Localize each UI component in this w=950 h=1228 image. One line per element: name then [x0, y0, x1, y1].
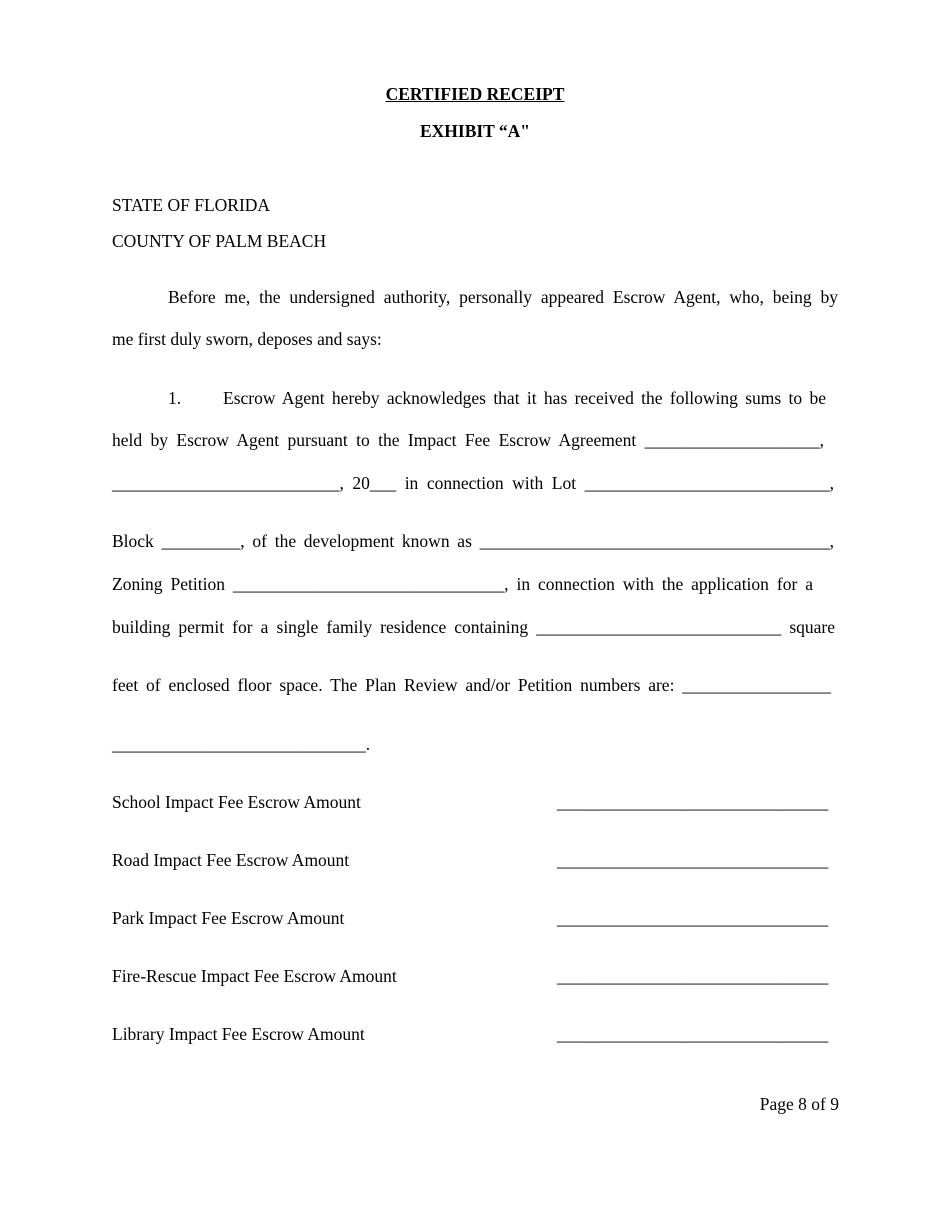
document-title: CERTIFIED RECEIPT	[385, 84, 565, 104]
fire-rescue-fee-label: Fire-Rescue Impact Fee Escrow Amount	[112, 966, 397, 986]
park-fee-label: Park Impact Fee Escrow Amount	[112, 908, 345, 928]
park-fee-blank: _______________________________	[557, 908, 829, 928]
paragraph-line-1: Escrow Agent hereby acknowledges that it has received the following sums to be	[223, 388, 826, 408]
paragraph-line-8: _____________________________.	[112, 734, 371, 754]
school-fee-label: School Impact Fee Escrow Amount	[112, 792, 361, 812]
road-fee-blank: _______________________________	[557, 850, 829, 870]
paragraph-line-4: Block _________, of the development known as ________________________________________,	[112, 531, 834, 551]
paragraph-line-7: feet of enclosed floor space. The Plan Review and/or Petition numbers are: _________________	[112, 675, 831, 695]
paragraph-line-5: Zoning Petition _______________________________, in connection with the application for a	[112, 574, 813, 594]
library-fee-blank: _______________________________	[557, 1024, 829, 1044]
fire-rescue-fee-blank: _______________________________	[557, 966, 829, 986]
state-line: STATE OF FLORIDA	[112, 195, 271, 215]
road-fee-label: Road Impact Fee Escrow Amount	[112, 850, 350, 870]
page-number: Page 8 of 9	[759, 1094, 839, 1114]
library-fee-label: Library Impact Fee Escrow Amount	[112, 1024, 365, 1044]
county-line: COUNTY OF PALM BEACH	[112, 231, 327, 251]
paragraph-line-3: __________________________, 20___ in connection with Lot ____________________________,	[112, 473, 834, 493]
school-fee-blank: _______________________________	[557, 792, 829, 812]
intro-line-1: Before me, the undersigned authority, personally appeared Escrow Agent, who, being by	[168, 287, 838, 307]
intro-line-2: me first duly sworn, deposes and says:	[112, 329, 382, 349]
paragraph-line-6: building permit for a single family residence containing ____________________________ square	[112, 617, 835, 637]
paragraph-number: 1.	[168, 388, 182, 408]
paragraph-line-2: held by Escrow Agent pursuant to the Impact Fee Escrow Agreement ____________________,	[112, 430, 824, 450]
exhibit-label: EXHIBIT “A"	[419, 121, 531, 141]
